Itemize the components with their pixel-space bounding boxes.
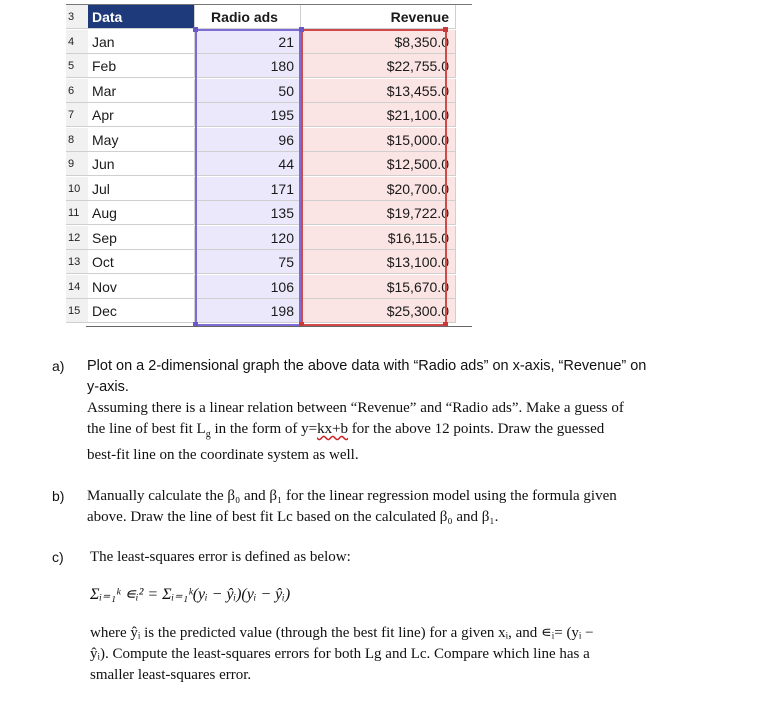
selection-handle[interactable] — [443, 27, 448, 32]
question-a-line4 — [87, 419, 777, 445]
question-a-line3: Assuming there is a linear relation between “Revenue” and “Radio ads”. Make a guess of — [87, 400, 624, 416]
row-number[interactable]: 7 — [66, 103, 88, 127]
question-c-line4: smaller least-squares error. — [90, 667, 252, 683]
radio-ads-cell[interactable]: 198 — [195, 299, 301, 323]
row-number[interactable]: 11 — [66, 201, 88, 225]
sheet-bottom-rule — [86, 326, 472, 327]
radio-ads-cell[interactable]: 50 — [195, 79, 301, 103]
month-cell[interactable]: Oct — [88, 250, 195, 274]
radio-ads-cell[interactable]: 21 — [195, 30, 301, 54]
row-number[interactable]: 4 — [66, 30, 88, 54]
selection-handle[interactable] — [193, 27, 198, 32]
question-b-line2: above. Draw the line of best fit Lc based on the calculated β₀ and β₁. — [87, 509, 499, 525]
radio-ads-cell[interactable]: 44 — [195, 152, 301, 176]
month-cell[interactable]: Jul — [88, 177, 195, 201]
row-number[interactable]: 3 — [66, 5, 88, 29]
radio-ads-cell[interactable]: 171 — [195, 177, 301, 201]
question-b-line1: Manually calculate the β₀ and β₁ for the linear regression model using the formula given — [87, 488, 617, 504]
line4-subscript: g — [205, 429, 211, 440]
radio-ads-cell[interactable]: 96 — [195, 128, 301, 152]
radio-ads-cell[interactable]: 75 — [195, 250, 301, 274]
row-number[interactable]: 6 — [66, 79, 88, 103]
radio-ads-cell[interactable]: 195 — [195, 103, 301, 127]
row-number[interactable]: 14 — [66, 275, 88, 299]
question-c-line2: where ŷᵢ is the predicted value (through the best fit line) for a given xᵢ, and ∊ᵢ= (yᵢ − — [90, 625, 594, 641]
revenue-cell[interactable]: $19,722.0 — [301, 201, 456, 225]
radio-ads-cell[interactable]: 120 — [195, 226, 301, 250]
month-cell[interactable]: Jun — [88, 152, 195, 176]
line4-text-a: the line of best fit L — [87, 421, 206, 437]
revenue-cell[interactable]: $13,100.0 — [301, 250, 456, 274]
revenue-cell[interactable]: $22,755.0 — [301, 54, 456, 78]
question-a-body — [87, 356, 777, 466]
question-a-line2: y-axis. — [87, 379, 129, 395]
revenue-cell[interactable]: $15,670.0 — [301, 275, 456, 299]
row-number[interactable]: 12 — [66, 226, 88, 250]
question-b-label: b) — [52, 488, 65, 504]
question-c-line3: ŷᵢ). Compute the least-squares errors for both Lg and Lc. Compare which line has a — [90, 646, 590, 662]
revenue-cell[interactable]: $25,300.0 — [301, 299, 456, 323]
selection-handle[interactable] — [299, 27, 304, 32]
month-cell[interactable]: Nov — [88, 275, 195, 299]
row-number[interactable]: 5 — [66, 54, 88, 78]
row-number[interactable]: 13 — [66, 250, 88, 274]
row-number[interactable]: 8 — [66, 128, 88, 152]
question-c-label: c) — [52, 549, 64, 565]
line4-wavy: kx+b — [317, 421, 349, 437]
header-revenue-cell[interactable]: Revenue — [301, 5, 456, 29]
revenue-cell[interactable]: $21,100.0 — [301, 103, 456, 127]
revenue-cell[interactable]: $16,115.0 — [301, 226, 456, 250]
question-b-body — [87, 486, 777, 528]
row-number[interactable]: 9 — [66, 152, 88, 176]
month-cell[interactable]: Jan — [88, 30, 195, 54]
line4-text-b: in the form of y= — [210, 421, 318, 437]
revenue-cell[interactable]: $12,500.0 — [301, 152, 456, 176]
month-cell[interactable]: Mar — [88, 79, 195, 103]
radio-ads-cell[interactable]: 180 — [195, 54, 301, 78]
month-cell[interactable]: May — [88, 128, 195, 152]
month-cell[interactable]: Feb — [88, 54, 195, 78]
row-number[interactable]: 15 — [66, 299, 88, 323]
radio-ads-cell[interactable]: 135 — [195, 201, 301, 225]
revenue-cell[interactable]: $20,700.0 — [301, 177, 456, 201]
spreadsheet-snippet — [66, 4, 472, 331]
month-cell[interactable]: Dec — [88, 299, 195, 323]
least-squares-formula: Σᵢ₌₁ᵏ ∊ᵢ² = Σᵢ₌₁ᵏ(yᵢ − ŷᵢ)(yᵢ − ŷᵢ) — [90, 586, 291, 603]
revenue-cell[interactable]: $15,000.0 — [301, 128, 456, 152]
question-a-label: a) — [52, 358, 65, 374]
revenue-cell[interactable]: $13,455.0 — [301, 79, 456, 103]
month-cell[interactable]: Aug — [88, 201, 195, 225]
radio-ads-cell[interactable]: 106 — [195, 275, 301, 299]
row-number[interactable]: 10 — [66, 177, 88, 201]
header-radio-ads-cell[interactable]: Radio ads — [195, 5, 301, 29]
revenue-cell[interactable]: $8,350.0 — [301, 30, 456, 54]
question-a-line5: best-fit line on the coordinate system as well. — [87, 447, 359, 463]
month-cell[interactable]: Sep — [88, 226, 195, 250]
question-c-body — [90, 547, 780, 686]
header-data-cell[interactable]: Data — [88, 5, 195, 29]
month-cell[interactable]: Apr — [88, 103, 195, 127]
question-a-line1: Plot on a 2-dimensional graph the above data with “Radio ads” on x-axis, “Revenue” on — [87, 358, 647, 374]
question-c-line1: The least-squares error is defined as below: — [90, 549, 351, 565]
line4-text-c: for the above 12 points. Draw the guessed — [348, 421, 605, 437]
